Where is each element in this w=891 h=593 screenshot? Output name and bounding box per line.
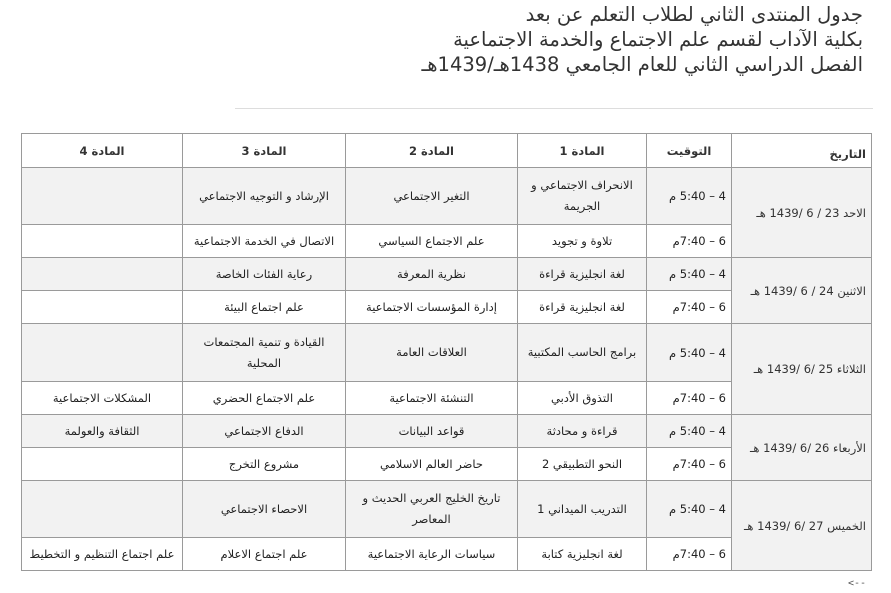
time-cell: 4 – 5:40 م (647, 481, 732, 538)
subject-cell: الاحصاء الاجتماعي (183, 481, 346, 538)
title-divider (235, 108, 873, 109)
subject-cell: التدريب الميداني 1 (518, 481, 647, 538)
subject-cell: علم الاجتماع السياسي (346, 225, 518, 258)
subject-cell: تلاوة و تجويد (518, 225, 647, 258)
subject-cell: لغة انجليزية كتابة (518, 538, 647, 571)
subject-cell: الإرشاد و التوجيه الاجتماعي (183, 168, 346, 225)
subject-cell: حاضر العالم الاسلامي (346, 448, 518, 481)
subject-cell: المشكلات الاجتماعية (22, 382, 183, 415)
subject-cell (22, 168, 183, 225)
time-cell: 4 – 5:40 م (647, 168, 732, 225)
subject-cell: الانحراف الاجتماعي و الجريمة (518, 168, 647, 225)
subject-cell: الاتصال في الخدمة الاجتماعية (183, 225, 346, 258)
subject-cell: علم اجتماع الاعلام (183, 538, 346, 571)
subject-cell (22, 291, 183, 324)
header-subject-3: المادة 3 (183, 134, 346, 168)
table-row (22, 481, 872, 538)
table-row (22, 415, 872, 448)
header-subject-1: المادة 1 (518, 134, 647, 168)
time-cell: 6 – 7:40م (647, 291, 732, 324)
subject-cell: سياسات الرعاية الاجتماعية (346, 538, 518, 571)
subject-cell: لغة انجليزية قراءة (518, 291, 647, 324)
day-cell: الاثنين 24 / 6 /1439 هـ (732, 258, 872, 324)
subject-cell: العلاقات العامة (346, 324, 518, 382)
day-cell: الثلاثاء 25 /6 /1439 هـ (732, 324, 872, 415)
subject-cell: تاريخ الخليج العربي الحديث و المعاصر (346, 481, 518, 538)
table-row (22, 258, 872, 291)
footnote-arrow: <-- (848, 578, 867, 589)
subject-cell: قراءة و محادثة (518, 415, 647, 448)
time-cell: 4 – 5:40 م (647, 415, 732, 448)
day-cell: الخميس 27 /6 /1439 هـ (732, 481, 872, 571)
time-cell: 4 – 5:40 م (647, 258, 732, 291)
schedule-table (21, 133, 872, 571)
subject-cell: قواعد البيانات (346, 415, 518, 448)
header-subject-4: المادة 4 (22, 134, 183, 168)
time-cell: 6 – 7:40م (647, 382, 732, 415)
header-time: التوقيت (647, 134, 732, 168)
subject-cell (22, 448, 183, 481)
subject-cell: علم اجتماع البيئة (183, 291, 346, 324)
time-cell: 6 – 7:40م (647, 448, 732, 481)
subject-cell: علم اجتماع التنظيم و التخطيط (22, 538, 183, 571)
subject-cell: الدفاع الاجتماعي (183, 415, 346, 448)
subject-cell: إدارة المؤسسات الاجتماعية (346, 291, 518, 324)
subject-cell: التذوق الأدبي (518, 382, 647, 415)
time-cell: 6 – 7:40م (647, 225, 732, 258)
title-line-1: جدول المنتدى الثاني لطلاب التعلم عن بعد (525, 3, 863, 26)
table-row (22, 324, 872, 382)
document-title (263, 2, 863, 77)
time-cell: 4 – 5:40 م (647, 324, 732, 382)
title-line-3: الفصل الدراسي الثاني للعام الجامعي 1438هـ/1439هـ (421, 53, 863, 76)
subject-cell: علم الاجتماع الحضري (183, 382, 346, 415)
subject-cell: مشروع التخرج (183, 448, 346, 481)
day-cell: الاحد 23 / 6 /1439 هـ (732, 168, 872, 258)
header-subject-2: المادة 2 (346, 134, 518, 168)
subject-cell (22, 481, 183, 538)
header-date: التاريخ (732, 134, 872, 168)
header-row (22, 134, 872, 168)
table-row (22, 168, 872, 225)
subject-cell: التنشئة الاجتماعية (346, 382, 518, 415)
subject-cell: النحو التطبيقي 2 (518, 448, 647, 481)
subject-cell: رعاية الفئات الخاصة (183, 258, 346, 291)
time-cell: 6 – 7:40م (647, 538, 732, 571)
subject-cell (22, 258, 183, 291)
subject-cell: لغة انجليزية قراءة (518, 258, 647, 291)
subject-cell (22, 225, 183, 258)
subject-cell (22, 324, 183, 382)
title-line-2: بكلية الآداب لقسم علم الاجتماع والخدمة الاجتماعية (453, 28, 863, 51)
subject-cell: الثقافة والعولمة (22, 415, 183, 448)
subject-cell: القيادة و تنمية المجتمعات المحلية (183, 324, 346, 382)
subject-cell: برامج الحاسب المكتبية (518, 324, 647, 382)
day-cell: الأربعاء 26 /6 /1439 هـ (732, 415, 872, 481)
subject-cell: نظرية المعرفة (346, 258, 518, 291)
subject-cell: التغير الاجتماعي (346, 168, 518, 225)
